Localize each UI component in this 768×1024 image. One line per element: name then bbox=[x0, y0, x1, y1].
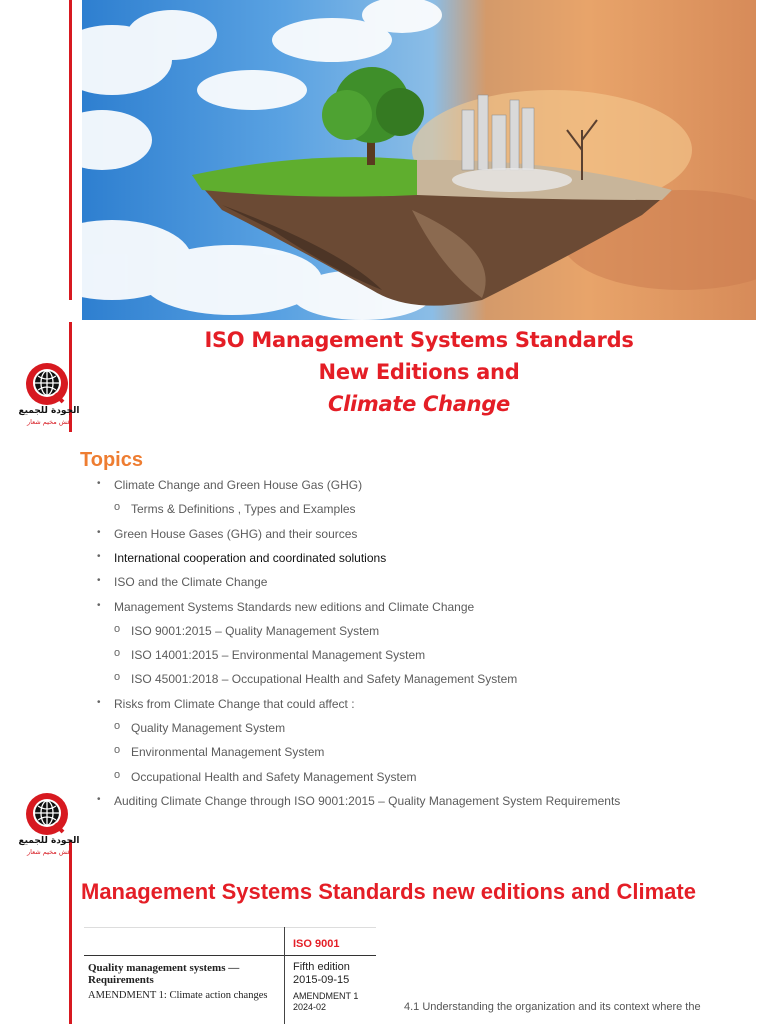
iso-edition-date: 2015-09-15 bbox=[293, 974, 350, 986]
iso-amendment bbox=[293, 991, 358, 1013]
hero-climate-image bbox=[82, 0, 756, 320]
topic-text: Green House Gases (GHG) and their sources bbox=[114, 526, 358, 541]
topic-subitem bbox=[114, 501, 356, 517]
topic-text: Management Systems Standards new editions and Climate Change bbox=[114, 599, 475, 614]
topic-text: Climate Change and Green House Gas (GHG) bbox=[114, 478, 363, 492]
logo-arabic-name: الجودة للجميع bbox=[18, 836, 80, 846]
bullet-icon: • bbox=[97, 575, 101, 587]
title-line-2: New Editions and bbox=[318, 360, 520, 384]
divider bbox=[84, 955, 376, 956]
bullet-icon: • bbox=[97, 478, 101, 489]
topic-subitem bbox=[114, 720, 286, 735]
topic-text: International cooperation and coordinated solutions bbox=[114, 550, 387, 565]
topic-item bbox=[97, 696, 355, 711]
circle-bullet-icon: o bbox=[114, 647, 121, 660]
iso-edition-label: Fifth edition bbox=[293, 961, 350, 973]
topic-text: Risks from Climate Change that could affect : bbox=[114, 696, 355, 711]
quality-logo bbox=[14, 362, 84, 432]
divider bbox=[84, 927, 376, 928]
topic-text: Quality Management System bbox=[131, 721, 286, 735]
topic-item bbox=[97, 793, 621, 808]
topic-text: ISO and the Climate Change bbox=[114, 575, 268, 590]
topic-item bbox=[97, 526, 358, 541]
topic-item bbox=[97, 478, 363, 492]
divider bbox=[284, 927, 285, 1024]
left-accent-bar bbox=[69, 0, 72, 300]
globe-logo-icon bbox=[25, 792, 69, 836]
topic-subitem bbox=[114, 622, 380, 638]
topic-subitem bbox=[114, 671, 518, 687]
iso-edition bbox=[293, 961, 350, 987]
topic-text: Occupational Health and Safety Management System bbox=[131, 769, 417, 784]
iso-doc-title: Quality management systems — Requirements bbox=[88, 962, 240, 986]
title-line-1: ISO Management Systems Standards bbox=[204, 328, 634, 352]
topic-text: ISO 14001:2015 – Environmental Management System bbox=[131, 648, 426, 663]
bullet-icon: • bbox=[97, 696, 101, 708]
circle-bullet-icon: o bbox=[114, 671, 121, 684]
globe-logo-icon bbox=[25, 362, 69, 406]
circle-bullet-icon: o bbox=[114, 501, 121, 514]
topic-subitem bbox=[114, 768, 417, 784]
logo-arabic-tagline: عش مخيم شعار bbox=[27, 848, 71, 856]
topic-text: Environmental Management System bbox=[131, 745, 325, 760]
bullet-icon: • bbox=[97, 793, 101, 805]
bullet-icon: • bbox=[97, 599, 101, 611]
topic-text: Terms & Definitions , Types and Examples bbox=[131, 502, 356, 517]
topic-text: ISO 9001:2015 – Quality Management System bbox=[131, 623, 380, 638]
circle-bullet-icon: o bbox=[114, 744, 121, 757]
topic-subitem bbox=[114, 647, 426, 663]
section-heading: Management Systems Standards new editions and Climate bbox=[81, 879, 696, 904]
circle-bullet-icon: o bbox=[114, 768, 121, 781]
iso-standard-tag: ISO 9001 bbox=[293, 938, 340, 950]
iso-amendment-title: AMENDMENT 1: Climate action changes bbox=[88, 990, 268, 1001]
clause-text: 4.1 Understanding the organization and its context where the bbox=[404, 1001, 701, 1013]
quality-logo bbox=[14, 792, 84, 862]
bullet-icon: • bbox=[97, 550, 101, 562]
circle-bullet-icon: o bbox=[114, 720, 121, 732]
logo-arabic-tagline: عش مخيم شعار bbox=[27, 418, 71, 426]
topic-text: ISO 45001:2018 – Occupational Health and Safety Management System bbox=[131, 672, 518, 687]
left-accent-bar bbox=[69, 840, 72, 1024]
title-line-3: Climate Change bbox=[327, 392, 510, 416]
topic-subitem bbox=[114, 744, 325, 760]
topic-item bbox=[97, 575, 268, 590]
iso-amendment-date: 2024-02 bbox=[293, 1002, 327, 1012]
topic-item bbox=[97, 550, 387, 565]
bullet-icon: • bbox=[97, 526, 101, 538]
logo-arabic-name: الجودة للجميع bbox=[18, 406, 80, 416]
topics-heading: Topics bbox=[80, 449, 143, 471]
slide-title bbox=[82, 324, 756, 420]
iso-amendment-label: AMENDMENT 1 bbox=[293, 991, 359, 1001]
topic-text: Auditing Climate Change through ISO 9001:2015 – Quality Management System Requirements bbox=[114, 793, 621, 808]
topic-item bbox=[97, 599, 475, 614]
circle-bullet-icon: o bbox=[114, 622, 121, 635]
iso-9001-cover bbox=[84, 927, 376, 1024]
